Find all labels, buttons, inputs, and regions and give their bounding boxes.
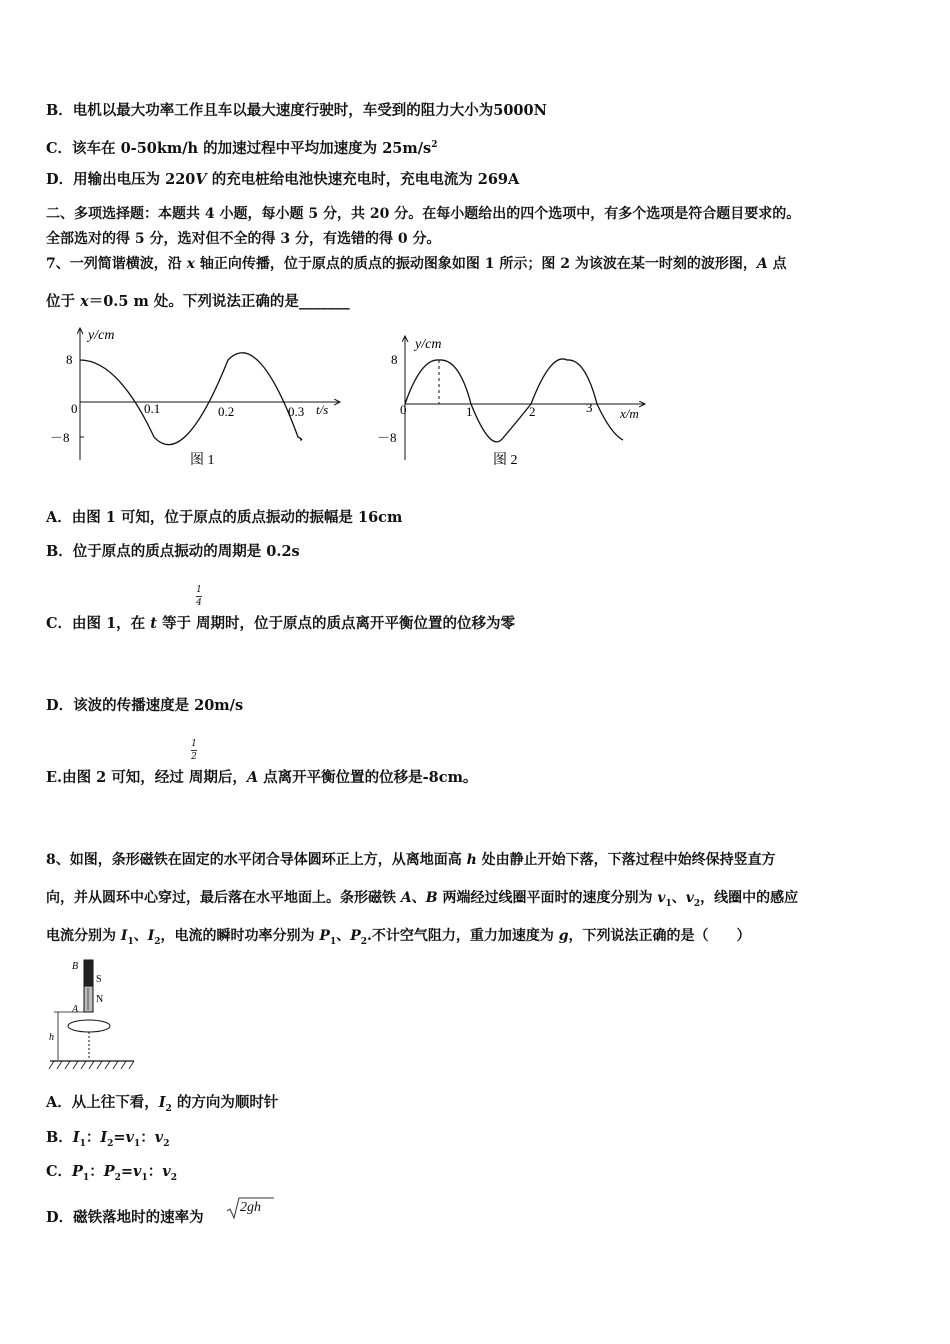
q8-l2v2: v [685, 890, 694, 906]
sqrt-radicand: 2gh [240, 1200, 261, 1215]
q8-l2v1: v [657, 890, 666, 906]
q7-figure-2 [375, 330, 655, 475]
q7-e-A: A [246, 769, 259, 786]
q8-l2b: 两端经过线圈平面时的速度分别为 [437, 890, 658, 906]
q8-l3g: g [558, 928, 569, 944]
q7-e-frac-den: 2 [191, 752, 197, 762]
q8-b-c2: ： [140, 1129, 155, 1146]
q7-c-a: C．由图 1，在 [46, 615, 151, 632]
q8-c-v1: v [133, 1163, 142, 1180]
q8-l2sep: 、 [671, 890, 686, 906]
q8-b-s4: 2 [163, 1138, 170, 1149]
q8-b-eq: = [113, 1129, 126, 1146]
q8-a-Is: 2 [165, 1103, 172, 1114]
magnet-label-b: B [72, 961, 79, 972]
q8-stem-line1 [46, 850, 776, 870]
q7-e-frac-num: 1 [191, 739, 197, 749]
fig1-wave [80, 353, 305, 445]
q7-l2b: ＝0.5 m 处。下列说法正确的是_______ [88, 293, 350, 310]
q8-a-b: 的方向为顺时针 [171, 1094, 279, 1111]
q8-c-c2: ： [147, 1163, 163, 1180]
q6-option-b-text: B．电机以最大功率工作且车以最大速度行驶时，车受到的阻力大小为5000N [46, 102, 547, 119]
q8-l2v2s: 2 [693, 898, 701, 909]
q8-c-s1: 1 [82, 1172, 90, 1183]
q7-option-a: A．由图 1 可知，位于原点的质点振动的振幅是 16cm [46, 509, 403, 526]
q6-option-d [46, 170, 519, 190]
q8-c-eq: = [120, 1163, 134, 1180]
q8-c-s4: 2 [170, 1172, 177, 1183]
q6-option-b [46, 101, 547, 121]
fig2-x-label: x/m [620, 406, 639, 421]
q8-b-s3: 1 [133, 1138, 141, 1149]
q6-option-d-post: 的充电桩给电池快速充电时，充电电流为 269A [206, 171, 520, 188]
q8-magnet-figure [46, 958, 136, 1074]
q8-l3P1: P [319, 928, 330, 944]
q7-l1c: 点 [767, 256, 787, 272]
q8-option-d [46, 1208, 204, 1228]
section2-line2: 全部选对的得 5 分，选对但不全的得 3 分，有选错的得 0 分。 [46, 231, 441, 247]
q7-l1a: 7、一列简谐横波，沿 [46, 256, 187, 272]
fig1-x-label: t/s [316, 402, 329, 417]
magnet-label-a: A [72, 1004, 79, 1015]
fig2-origin: 0 [400, 402, 407, 417]
q8-l2a: 向，并从圆环中心穿过，最后落在水平地面上。条形磁铁 [46, 890, 401, 906]
magnet-label-n: N [96, 994, 104, 1005]
q8-b-v2: v [154, 1129, 164, 1146]
q7-c-b: 等于 周期时，位于原点的质点离开平衡位置的位移为零 [156, 615, 516, 632]
q8-option-c [46, 1162, 177, 1188]
height-label: h [49, 1032, 54, 1043]
q8-l3I1: I [120, 928, 128, 944]
q8-l3d: ，下列说法正确的是（ ） [568, 928, 751, 944]
q8-l3P2: P [350, 928, 361, 944]
q8-l3I2: I [147, 928, 155, 944]
q7-option-e [46, 768, 477, 788]
q7-l1x: x [186, 256, 195, 272]
q7-option-e-fraction [191, 739, 197, 762]
q7-e-a: E.由图 2 可知，经过 周期后， [46, 769, 247, 786]
q8-l1b: 处由静止开始下落，下落过程中始终保持竖直方 [476, 852, 776, 868]
fig2-caption: 图 2 [493, 453, 518, 468]
q8-l3sep: 、 [133, 928, 148, 944]
q8-c-P2: P [103, 1163, 115, 1180]
fig1-y-min: －8 [50, 430, 70, 445]
q7-figure-1 [40, 322, 350, 472]
q6-option-c-text: C．该车在 0-50km/h 的加速过程中平均加速度为 25m/s [46, 139, 432, 157]
q7-option-b: B．位于原点的质点振动的周期是 0.2s [46, 543, 300, 560]
q8-b-I2: I [100, 1129, 108, 1146]
q7-l2x: x [80, 293, 89, 310]
q8-c-s2: 2 [114, 1172, 121, 1183]
q8-l3P1s: 1 [329, 936, 337, 947]
magnet-s-half [84, 960, 93, 986]
q8-l1h: h [466, 852, 477, 868]
q8-c-c1: ： [89, 1163, 104, 1180]
q6-option-c [46, 135, 437, 159]
fig2-tick-2: 2 [529, 404, 536, 419]
fig1-origin: 0 [71, 401, 78, 416]
q6-option-d-pre: D．用输出电压为 220 [46, 171, 196, 188]
q8-b-s2: 2 [107, 1138, 114, 1149]
fig1-y-max: 8 [66, 352, 73, 367]
q8-d-a: D．磁铁落地时的速率为 [46, 1209, 204, 1226]
fig2-y-label: y/cm [415, 337, 442, 352]
q7-l2a: 位于 [46, 293, 81, 310]
q8-c-P: P [72, 1163, 83, 1180]
q8-l2B: B [425, 890, 438, 906]
q8-a-a: A．从上往下看， [46, 1094, 159, 1111]
q8-option-b [46, 1128, 169, 1154]
q7-e-b: 点离开平衡位置的位移是-8cm。 [258, 769, 478, 786]
q8-c-v2: v [162, 1163, 171, 1180]
magnet-label-s: S [96, 974, 102, 985]
fig2-y-min: －8 [377, 430, 397, 445]
q8-l3sep2: 、 [336, 928, 351, 944]
q7-c-frac-num: 1 [196, 585, 202, 595]
q8-l3I2s: 2 [154, 936, 161, 947]
q7-l1A: A [756, 256, 768, 272]
section2-line1: 二、多项选择题：本题共 4 小题，每小题 5 分，共 20 分。在每小题给出的四个选项中，有多个选项是符合题目要求的。 [46, 206, 801, 222]
fig2-tick-1: 1 [466, 404, 473, 419]
q7-option-c-fraction [196, 585, 202, 608]
q8-l3a: 电流分别为 [46, 928, 121, 944]
q6-option-c-sup: 2 [431, 140, 438, 150]
q8-b-s1: 1 [79, 1138, 86, 1149]
q7-stem-line1 [46, 254, 787, 274]
q8-l2c: ，线圈中的感应 [700, 890, 799, 906]
q8-b-c1: ： [85, 1129, 101, 1146]
q7-l1b: 轴正向传播，位于原点的质点的振动图象如图 1 所示；图 2 为该波在某一时刻的波形图， [194, 256, 757, 272]
q8-l3c: .不计空气阻力，重力加速度为 [367, 928, 559, 944]
q8-b-v1: v [125, 1129, 134, 1146]
q8-l2v1s: 1 [665, 898, 672, 909]
q7-stem-line2 [46, 292, 350, 312]
q8-b-I: I [72, 1129, 80, 1146]
q8-b-lead: B． [46, 1129, 73, 1146]
q8-l3b: ，电流的瞬时功率分别为 [160, 928, 320, 944]
q8-c-s3: 1 [141, 1172, 148, 1183]
q7-c-t: t [150, 615, 157, 632]
fig1-caption: 图 1 [190, 453, 215, 468]
q8-c-lead: C． [46, 1163, 73, 1180]
fig2-tick-3: 3 [586, 400, 593, 415]
q8-l3I1s: 1 [127, 936, 134, 947]
q8-l1a: 8、如图，条形磁铁在固定的水平闭合导体圆环正上方，从离地面高 [46, 852, 467, 868]
q8-stem-line3 [46, 926, 751, 952]
fig1-y-label: y/cm [88, 328, 115, 343]
q8-l3P2s: 2 [360, 936, 367, 947]
fig1-tick-2: 0.2 [218, 404, 235, 419]
q7-option-d: D．该波的传播速度是 20m/s [46, 697, 244, 714]
q8-l2mid: 、 [411, 890, 426, 906]
q8-a-I: I [158, 1094, 166, 1111]
q8-option-a [46, 1093, 278, 1119]
q6-option-d-var: V [195, 171, 207, 188]
ring [68, 1020, 110, 1032]
q8-l2A: A [400, 890, 412, 906]
q7-c-frac-den: 4 [196, 598, 202, 608]
fig2-y-max: 8 [391, 352, 398, 367]
fig1-tick-3: 0.3 [288, 404, 305, 419]
q7-option-c [46, 614, 515, 634]
q8-stem-line2 [46, 888, 798, 914]
fig1-tick-1: 0.1 [144, 401, 161, 416]
